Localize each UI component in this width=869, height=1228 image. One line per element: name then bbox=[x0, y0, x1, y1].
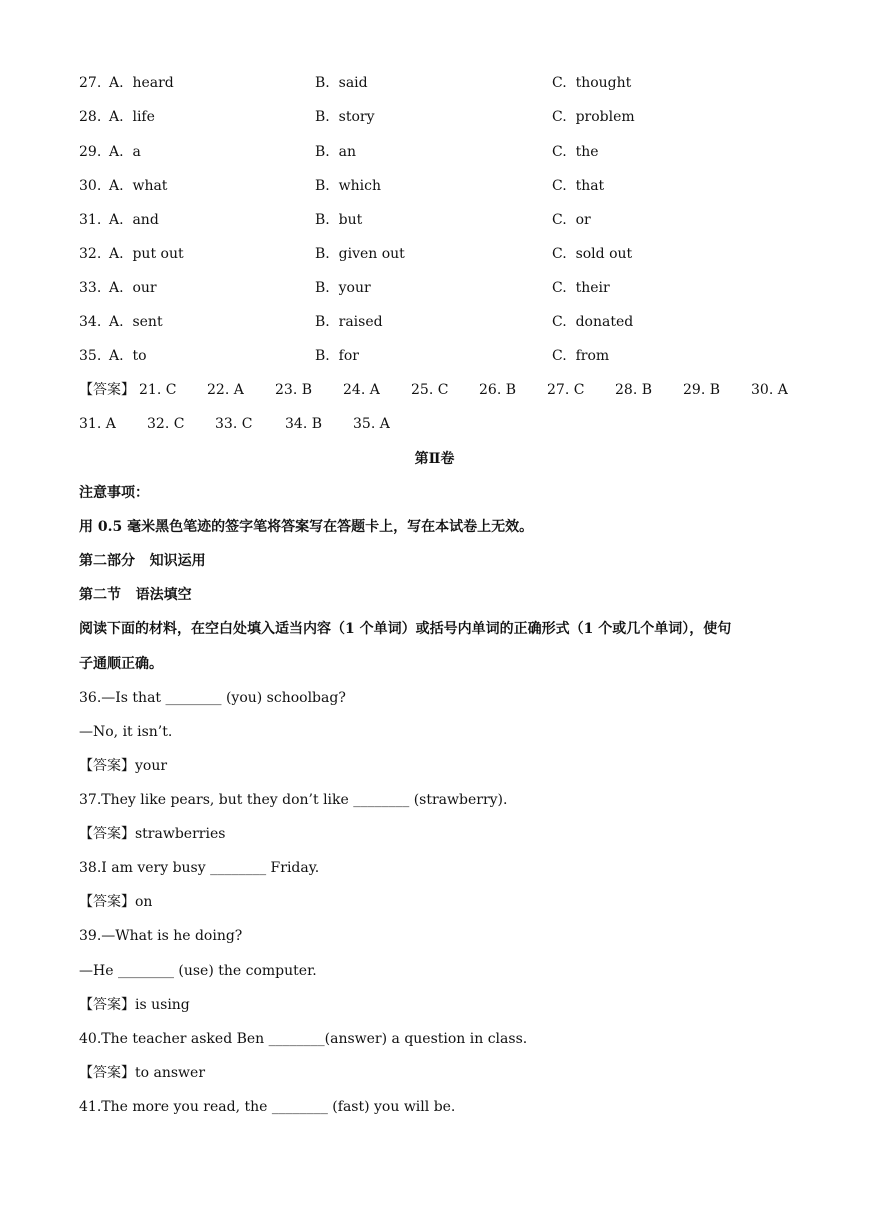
option-c: C. problem bbox=[552, 109, 635, 125]
answer-label: 【答案】 bbox=[79, 997, 135, 1013]
option-a: A. heard bbox=[109, 75, 174, 91]
option-b: B. for bbox=[315, 348, 359, 364]
option-b: B. raised bbox=[315, 314, 383, 330]
question-36-reply: —No, it isn’t. bbox=[79, 724, 173, 740]
question-41: 41.The more you read, the ________ (fast) you will be. bbox=[79, 1099, 456, 1115]
answer-item: 28. B bbox=[615, 382, 653, 398]
option-num: 34. bbox=[79, 314, 102, 330]
question-39-reply: —He ________ (use) the computer. bbox=[79, 963, 317, 979]
option-a: A. sent bbox=[109, 314, 163, 330]
option-num: 31. bbox=[79, 212, 102, 228]
option-c: C. or bbox=[552, 212, 591, 228]
option-b: B. which bbox=[315, 178, 381, 194]
option-a: A. life bbox=[109, 109, 155, 125]
option-b: B. an bbox=[315, 144, 357, 160]
option-a: A. our bbox=[109, 280, 157, 296]
answer-item: 25. C bbox=[411, 382, 449, 398]
question-36: 36.—Is that ________ (you) schoolbag? bbox=[79, 690, 346, 706]
answer-value: strawberries bbox=[135, 826, 226, 842]
option-num: 35. bbox=[79, 348, 102, 364]
answer-item: 22. A bbox=[207, 382, 244, 398]
option-num: 27. bbox=[79, 75, 102, 91]
answer-label: 【答案】 bbox=[79, 894, 135, 910]
answer-37 bbox=[79, 825, 225, 843]
part-heading: 第二部分 知识运用 bbox=[79, 553, 206, 569]
option-a: A. what bbox=[109, 178, 168, 194]
answer-40 bbox=[79, 1064, 205, 1082]
option-a: A. and bbox=[109, 212, 159, 228]
option-c: C. from bbox=[552, 348, 610, 364]
answer-item: 23. B bbox=[275, 382, 313, 398]
option-num: 30. bbox=[79, 178, 102, 194]
answer-item: 27. C bbox=[547, 382, 585, 398]
section-heading: 第二节 语法填空 bbox=[79, 587, 192, 603]
option-c: C. sold out bbox=[552, 246, 633, 262]
option-num: 33. bbox=[79, 280, 102, 296]
answer-value: your bbox=[135, 758, 168, 774]
answer-item: 34. B bbox=[285, 416, 323, 432]
option-a: A. to bbox=[109, 348, 147, 364]
question-38: 38.I am very busy ________ Friday. bbox=[79, 860, 320, 876]
answer-item: 24. A bbox=[343, 382, 380, 398]
option-b: B. your bbox=[315, 280, 371, 296]
answer-value: to answer bbox=[135, 1065, 206, 1081]
option-a: A. put out bbox=[109, 246, 184, 262]
option-a: A. a bbox=[109, 144, 141, 160]
answer-label: 【答案】 bbox=[79, 1065, 135, 1081]
question-39: 39.—What is he doing? bbox=[79, 928, 243, 944]
answer-item: 33. C bbox=[215, 416, 253, 432]
option-num: 29. bbox=[79, 144, 102, 160]
answer-36 bbox=[79, 757, 167, 775]
instructions-line-2: 子通顺正确。 bbox=[79, 656, 163, 672]
answer-39 bbox=[79, 996, 190, 1014]
answer-item: 29. B bbox=[683, 382, 721, 398]
option-c: C. the bbox=[552, 144, 599, 160]
option-b: B. but bbox=[315, 212, 363, 228]
option-num: 32. bbox=[79, 246, 102, 262]
answer-label: 【答案】 bbox=[79, 382, 135, 398]
option-b: B. said bbox=[315, 75, 368, 91]
option-num: 28. bbox=[79, 109, 102, 125]
instructions-line-1: 阅读下面的材料，在空白处填入适当内容（1 个单词）或括号内单词的正确形式（1 个或几个单词），使句 bbox=[79, 621, 732, 637]
answer-item: 32. C bbox=[147, 416, 185, 432]
answer-value: on bbox=[135, 894, 153, 910]
answer-item: 30. A bbox=[751, 382, 788, 398]
answer-label: 【答案】 bbox=[79, 826, 135, 842]
option-c: C. their bbox=[552, 280, 610, 296]
answer-item: 31. A bbox=[79, 416, 116, 432]
answer-38 bbox=[79, 893, 152, 911]
answer-item: 35. A bbox=[353, 416, 390, 432]
option-b: B. story bbox=[315, 109, 375, 125]
option-c: C. that bbox=[552, 178, 605, 194]
question-40: 40.The teacher asked Ben ________(answer) a question in class. bbox=[79, 1031, 528, 1047]
question-37: 37.They like pears, but they don’t like ________ (strawberry). bbox=[79, 792, 508, 808]
answer-label: 【答案】 bbox=[79, 758, 135, 774]
notes-text: 用 0.5 毫米黑色笔迹的签字笔将答案写在答题卡上，写在本试卷上无效。 bbox=[79, 519, 534, 535]
answer-value: is using bbox=[135, 997, 190, 1013]
answer-item: 21. C bbox=[139, 382, 177, 398]
option-c: C. thought bbox=[552, 75, 632, 91]
answer-item: 26. B bbox=[479, 382, 517, 398]
option-c: C. donated bbox=[552, 314, 634, 330]
notes-heading: 注意事项： bbox=[79, 485, 149, 501]
section-title: 第Ⅱ卷 bbox=[414, 451, 455, 467]
option-b: B. given out bbox=[315, 246, 405, 262]
